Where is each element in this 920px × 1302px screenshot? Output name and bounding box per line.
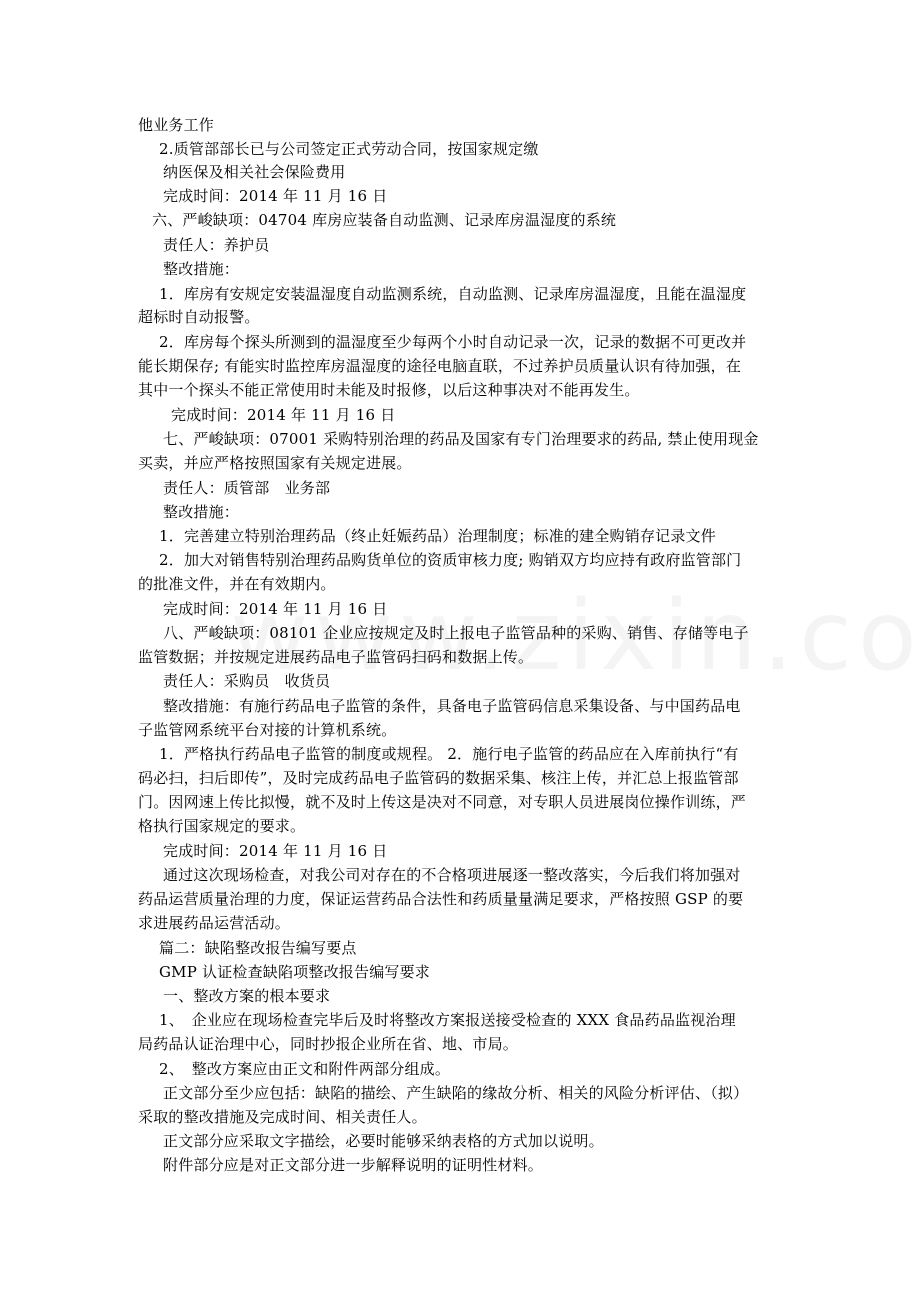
text-line: 1．库房有安规定安装温湿度自动监测系统，自动监测、记录库房温湿度，且能在温湿度 — [159, 285, 747, 303]
text-line: 局药品认证治理中心，同时抄报企业所在省、地、市局。 — [138, 1035, 519, 1053]
text-line: 1．严格执行药品电子监管的制度或规程。 2．施行电子监管的药品应在入库前执行“有 — [159, 745, 739, 763]
section-heading: 八、严峻缺项：08101 企业应按规定及时上报电子监管品种的采购、销售、存储等电子 — [163, 624, 749, 642]
text-line: 整改措施： — [163, 503, 240, 521]
text-line: 附件部分应是对正文部分进一步解释说明的证明性材料。 — [163, 1156, 544, 1174]
text-line: 其中一个探头不能正常使用时未能及时报修，以后这种事决对不能再发生。 — [138, 381, 640, 399]
section-heading: 一、整改方案的根本要求 — [163, 987, 331, 1005]
text-line: 正文部分应采取文字描绘，必要时能够采纳表格的方式加以说明。 — [163, 1132, 604, 1150]
section-heading: 六、严峻缺项：04704 库房应装备自动监测、记录库房温湿度的系统 — [152, 211, 617, 229]
text-line: 完成时间：2014 年 11 月 16 日 — [163, 600, 388, 618]
section-heading: GMP 认证检查缺陷项整改报告编写要求 — [159, 963, 431, 981]
text-line: 2、 整改方案应由正文和附件两部分组成。 — [159, 1060, 451, 1078]
text-line: 能长期保存; 有能实时监控库房温湿度的途径电脑直联，不过养护员质量认识有待加强，在 — [138, 357, 742, 375]
text-line: 责任人：采购员 收货员 — [163, 672, 331, 690]
text-line: 2．库房每个探头所测到的温湿度至少每两个小时自动记录一次，记录的数据不可更改并 — [159, 333, 747, 351]
section-heading: 七、严峻缺项：07001 采购特别治理的药品及国家有专门治理要求的药品, 禁止使用现金 — [163, 430, 759, 448]
text-line: 完成时间：2014 年 11 月 16 日 — [163, 842, 388, 860]
text-line: 1、 企业应在现场检查完毕后及时将整改方案报送接受检查的 XXX 食品药品监视治理 — [159, 1011, 736, 1029]
text-line: 1．完善建立特别治理药品（终止妊娠药品）治理制度；标准的建全购销存记录文件 — [159, 527, 716, 545]
text-line: 超标时自动报警。 — [138, 308, 260, 326]
text-line: 监管数据；并按规定进展药品电子监管码扫码和数据上传。 — [138, 648, 534, 666]
text-line: 求进展药品运营活动。 — [138, 914, 291, 932]
text-line: 格执行国家规定的要求。 — [138, 817, 306, 835]
text-line: 责任人：质管部 业务部 — [163, 479, 331, 497]
text-line: 门。因网速上传比拟慢，就不及时上传这是决对不同意，对专职人员进展岗位操作训练，严 — [138, 793, 747, 811]
section-heading: 篇二：缺陷整改报告编写要点 — [159, 939, 357, 957]
text-line: 子监管网系统平台对接的计算机系统。 — [138, 721, 397, 739]
text-line: 2.质管部部长已与公司签定正式劳动合同，按国家规定缴 — [159, 140, 539, 158]
text-line: 整改措施：有施行药品电子监管的条件，具备电子监管码信息采集设备、与中国药品电 — [163, 697, 741, 715]
text-line: 药品运营质量治理的力度，保证运营药品合法性和药质量量满足要求，严格按照 GSP 的要 — [138, 890, 744, 908]
text-line: 买卖，并应严格按照国家有关规定进展。 — [138, 454, 412, 472]
text-line: 采取的整改措施及完成时间、相关责任人。 — [138, 1108, 427, 1126]
text-line: 2．加大对销售特别治理药品购货单位的资质审核力度; 购销双方均应持有政府监管部门 — [159, 551, 742, 569]
text-line: 通过这次现场检查，对我公司对存在的不合格项进展逐一整改落实，今后我们将加强对 — [163, 866, 741, 884]
text-line: 他业务工作 — [138, 116, 215, 134]
text-line: 的批准文件，并在有效期内。 — [138, 575, 336, 593]
text-line: 完成时间：2014 年 11 月 16 日 — [163, 187, 388, 205]
text-line: 正文部分至少应包括：缺陷的描绘、产生缺陷的缘故分析、相关的风险分析评估、（拟） — [163, 1084, 749, 1102]
text-line: 责任人：养护员 — [163, 236, 270, 254]
text-line: 整改措施： — [163, 260, 240, 278]
text-line: 完成时间：2014 年 11 月 16 日 — [171, 406, 396, 424]
text-line: 纳医保及相关社会保险费用 — [163, 163, 346, 181]
text-line: 码必扫，扫后即传”，及时完成药品电子监管码的数据采集、核注上传，并汇总上报监管部 — [138, 769, 739, 787]
